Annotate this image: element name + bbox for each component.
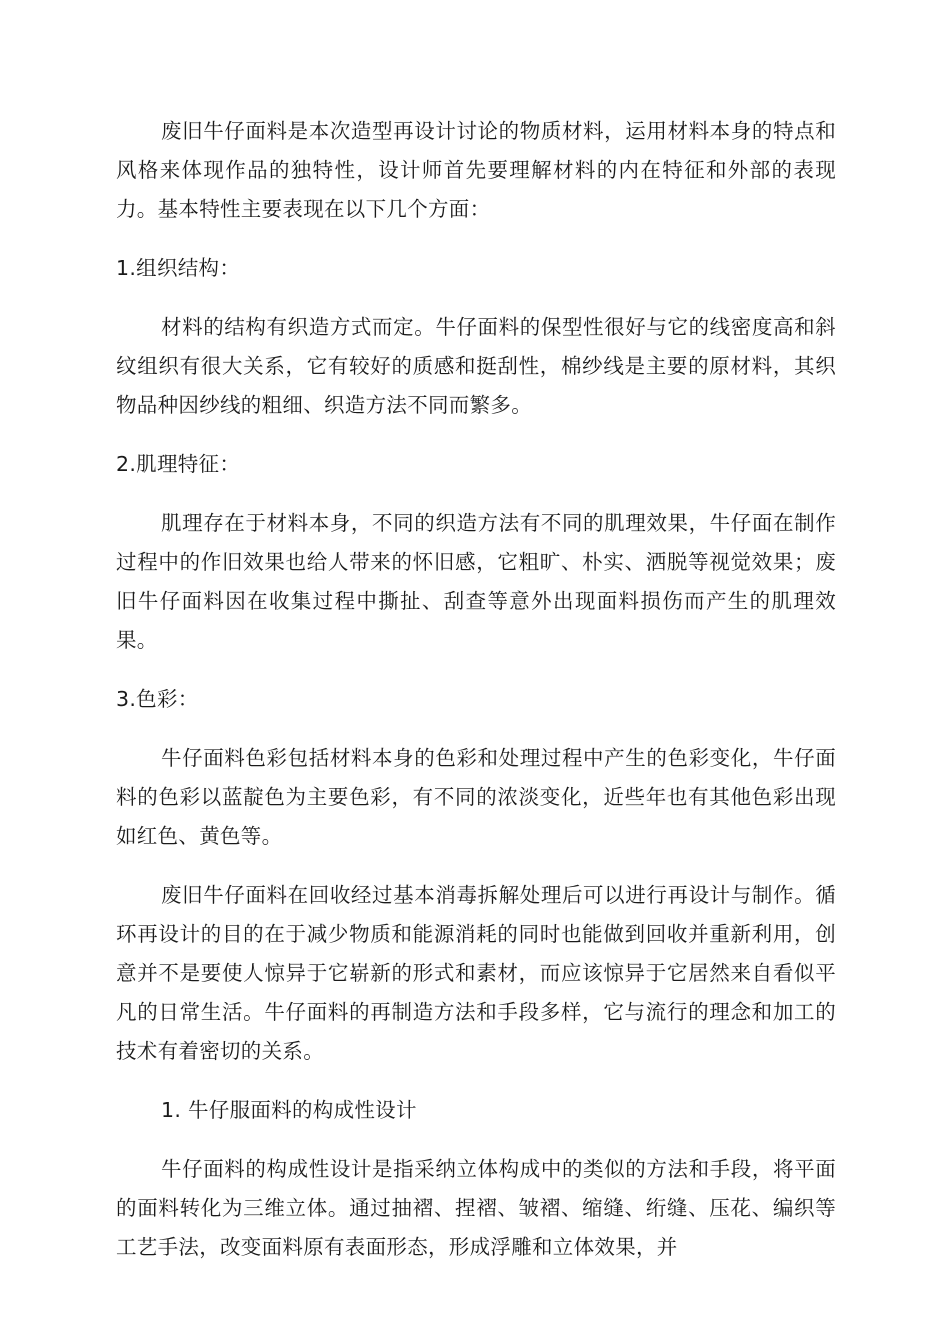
texture-paragraph: 肌理存在于材料本身，不同的织造方法有不同的肌理效果，牛仔面在制作过程中的作旧效果也给人带来的怀旧感，它粗旷、朴实、洒脱等视觉效果；废旧牛仔面料因在收集过程中撕扯、刮查等意外出现面料损伤而产生的肌理效果。 [116, 511, 836, 652]
composition-paragraph: 牛仔面料的构成性设计是指采纳立体构成中的类似的方法和手段，将平面的面料转化为三维立体。通过抽褶、捏褶、皱褶、缩缝、绗缝、压花、编织等工艺手法，改变面料原有表面形态，形成浮雕和立体效果，并 [116, 1157, 836, 1259]
section-heading-texture: 2.肌理特征： [116, 452, 241, 476]
subsection-heading-composition: 1. 牛仔服面料的构成性设计 [161, 1098, 417, 1122]
document-body [116, 112, 836, 1287]
intro-paragraph: 废旧牛仔面料是本次造型再设计讨论的物质材料，运用材料本身的特点和风格来体现作品的独特性，设计师首先要理解材料的内在特征和外部的表现力。基本特性主要表现在以下几个方面： [116, 119, 836, 221]
section-heading-structure: 1.组织结构： [116, 256, 241, 280]
structure-paragraph: 材料的结构有织造方式而定。牛仔面料的保型性很好与它的线密度高和斜纹组织有很大关系，它有较好的质感和挺刮性，棉纱线是主要的原材料，其织物品种因纱线的粗细、织造方法不同而繁多。 [116, 315, 836, 417]
section-heading-color: 3.色彩： [116, 687, 199, 711]
color-paragraph: 牛仔面料色彩包括材料本身的色彩和处理过程中产生的色彩变化，牛仔面料的色彩以蓝靛色为主要色彩，有不同的浓淡变化，近些年也有其他色彩出现如红色、黄色等。 [116, 746, 836, 848]
redesign-paragraph: 废旧牛仔面料在回收经过基本消毒拆解处理后可以进行再设计与制作。循环再设计的目的在于减少物质和能源消耗的同时也能做到回收并重新利用，创意并不是要使人惊异于它崭新的形式和素材，而应该惊异于它居然来自看似平凡的日常生活。牛仔面料的再制造方法和手段多样，它与流行的理念和加工的技术有着密切的关系。 [116, 883, 836, 1063]
